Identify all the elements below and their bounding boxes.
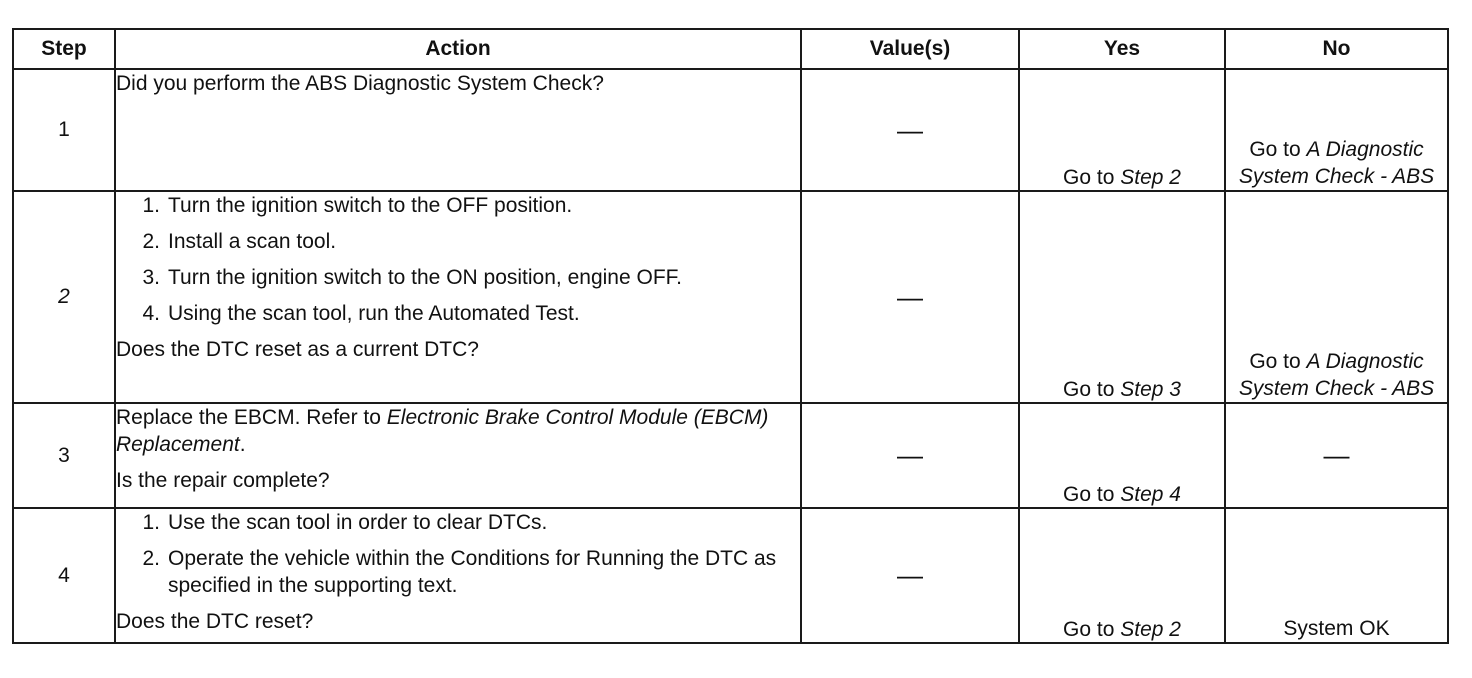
no-link[interactable]: A Diagnostic System Check - ABS [1238,138,1435,188]
header-yes: Yes [1019,29,1225,69]
list-item [116,228,800,255]
list-item [116,192,800,219]
substep-number: 1. [142,194,160,217]
yes-link[interactable]: Step 4 [1120,483,1181,506]
substep-number: 2. [142,230,160,253]
no-cell: — [1225,403,1448,508]
no-prefix: Go to [1249,138,1307,161]
no-cell: System OK [1225,508,1448,643]
substep-text: Use the scan tool in order to clear DTCs. [168,511,548,534]
substep-text: Operate the vehicle within the Conditions for Running the DTC as specified in the supporting text. [168,547,777,597]
header-values: Value(s) [801,29,1019,69]
action-question: Does the DTC reset? [116,610,314,633]
yes-cell [1019,69,1225,191]
substep-text: Turn the ignition switch to the ON position, engine OFF. [168,266,682,289]
action-cell [115,403,801,508]
no-cell [1225,191,1448,403]
no-cell [1225,69,1448,191]
table-row [13,403,1448,508]
action-instruction [116,404,800,458]
action-cell [115,508,801,643]
substep-list [116,509,800,599]
value-cell: — [801,191,1019,403]
yes-link[interactable]: Step 3 [1120,378,1181,401]
list-item [116,509,800,536]
yes-prefix: Go to [1063,618,1121,641]
instruction-prefix: Replace the EBCM. Refer to [116,406,387,429]
yes-cell [1019,508,1225,643]
substep-number: 3. [142,266,160,289]
table-row [13,69,1448,191]
substep-list [116,192,800,327]
action-question: Is the repair complete? [116,469,330,492]
action-cell [115,69,801,191]
yes-prefix: Go to [1063,166,1121,189]
substep-number: 2. [142,547,160,570]
substep-text: Install a scan tool. [168,230,337,253]
value-cell: — [801,69,1019,191]
yes-link[interactable]: Step 2 [1120,166,1181,189]
table-row [13,191,1448,403]
substep-text: Turn the ignition switch to the OFF position. [168,194,573,217]
list-item [116,264,800,291]
header-action: Action [115,29,801,69]
value-cell: — [801,403,1019,508]
value-cell: — [801,508,1019,643]
action-question: Did you perform the ABS Diagnostic System Check? [116,72,604,95]
list-item [116,545,800,599]
header-step: Step [13,29,115,69]
step-number: 2 [13,191,115,403]
step-number: 1 [13,69,115,191]
instruction-suffix: . [239,433,246,456]
header-no: No [1225,29,1448,69]
yes-link[interactable]: Step 2 [1120,618,1181,641]
step-number: 3 [13,403,115,508]
substep-text: Using the scan tool, run the Automated Test. [168,302,580,325]
yes-prefix: Go to [1063,378,1121,401]
diagnostic-table [12,28,1449,644]
substep-number: 1. [142,511,160,534]
no-link[interactable]: A Diagnostic System Check - ABS [1238,350,1435,400]
list-item [116,300,800,327]
action-cell [115,191,801,403]
header-row [13,29,1448,69]
action-question: Does the DTC reset as a current DTC? [116,338,479,361]
step-number: 4 [13,508,115,643]
instruction-link[interactable]: Electronic Brake Control Module (EBCM) Replacement [116,406,769,456]
yes-prefix: Go to [1063,483,1121,506]
yes-cell [1019,191,1225,403]
substep-number: 4. [142,302,160,325]
table-row [13,508,1448,643]
yes-cell [1019,403,1225,508]
no-prefix: Go to [1249,350,1307,373]
